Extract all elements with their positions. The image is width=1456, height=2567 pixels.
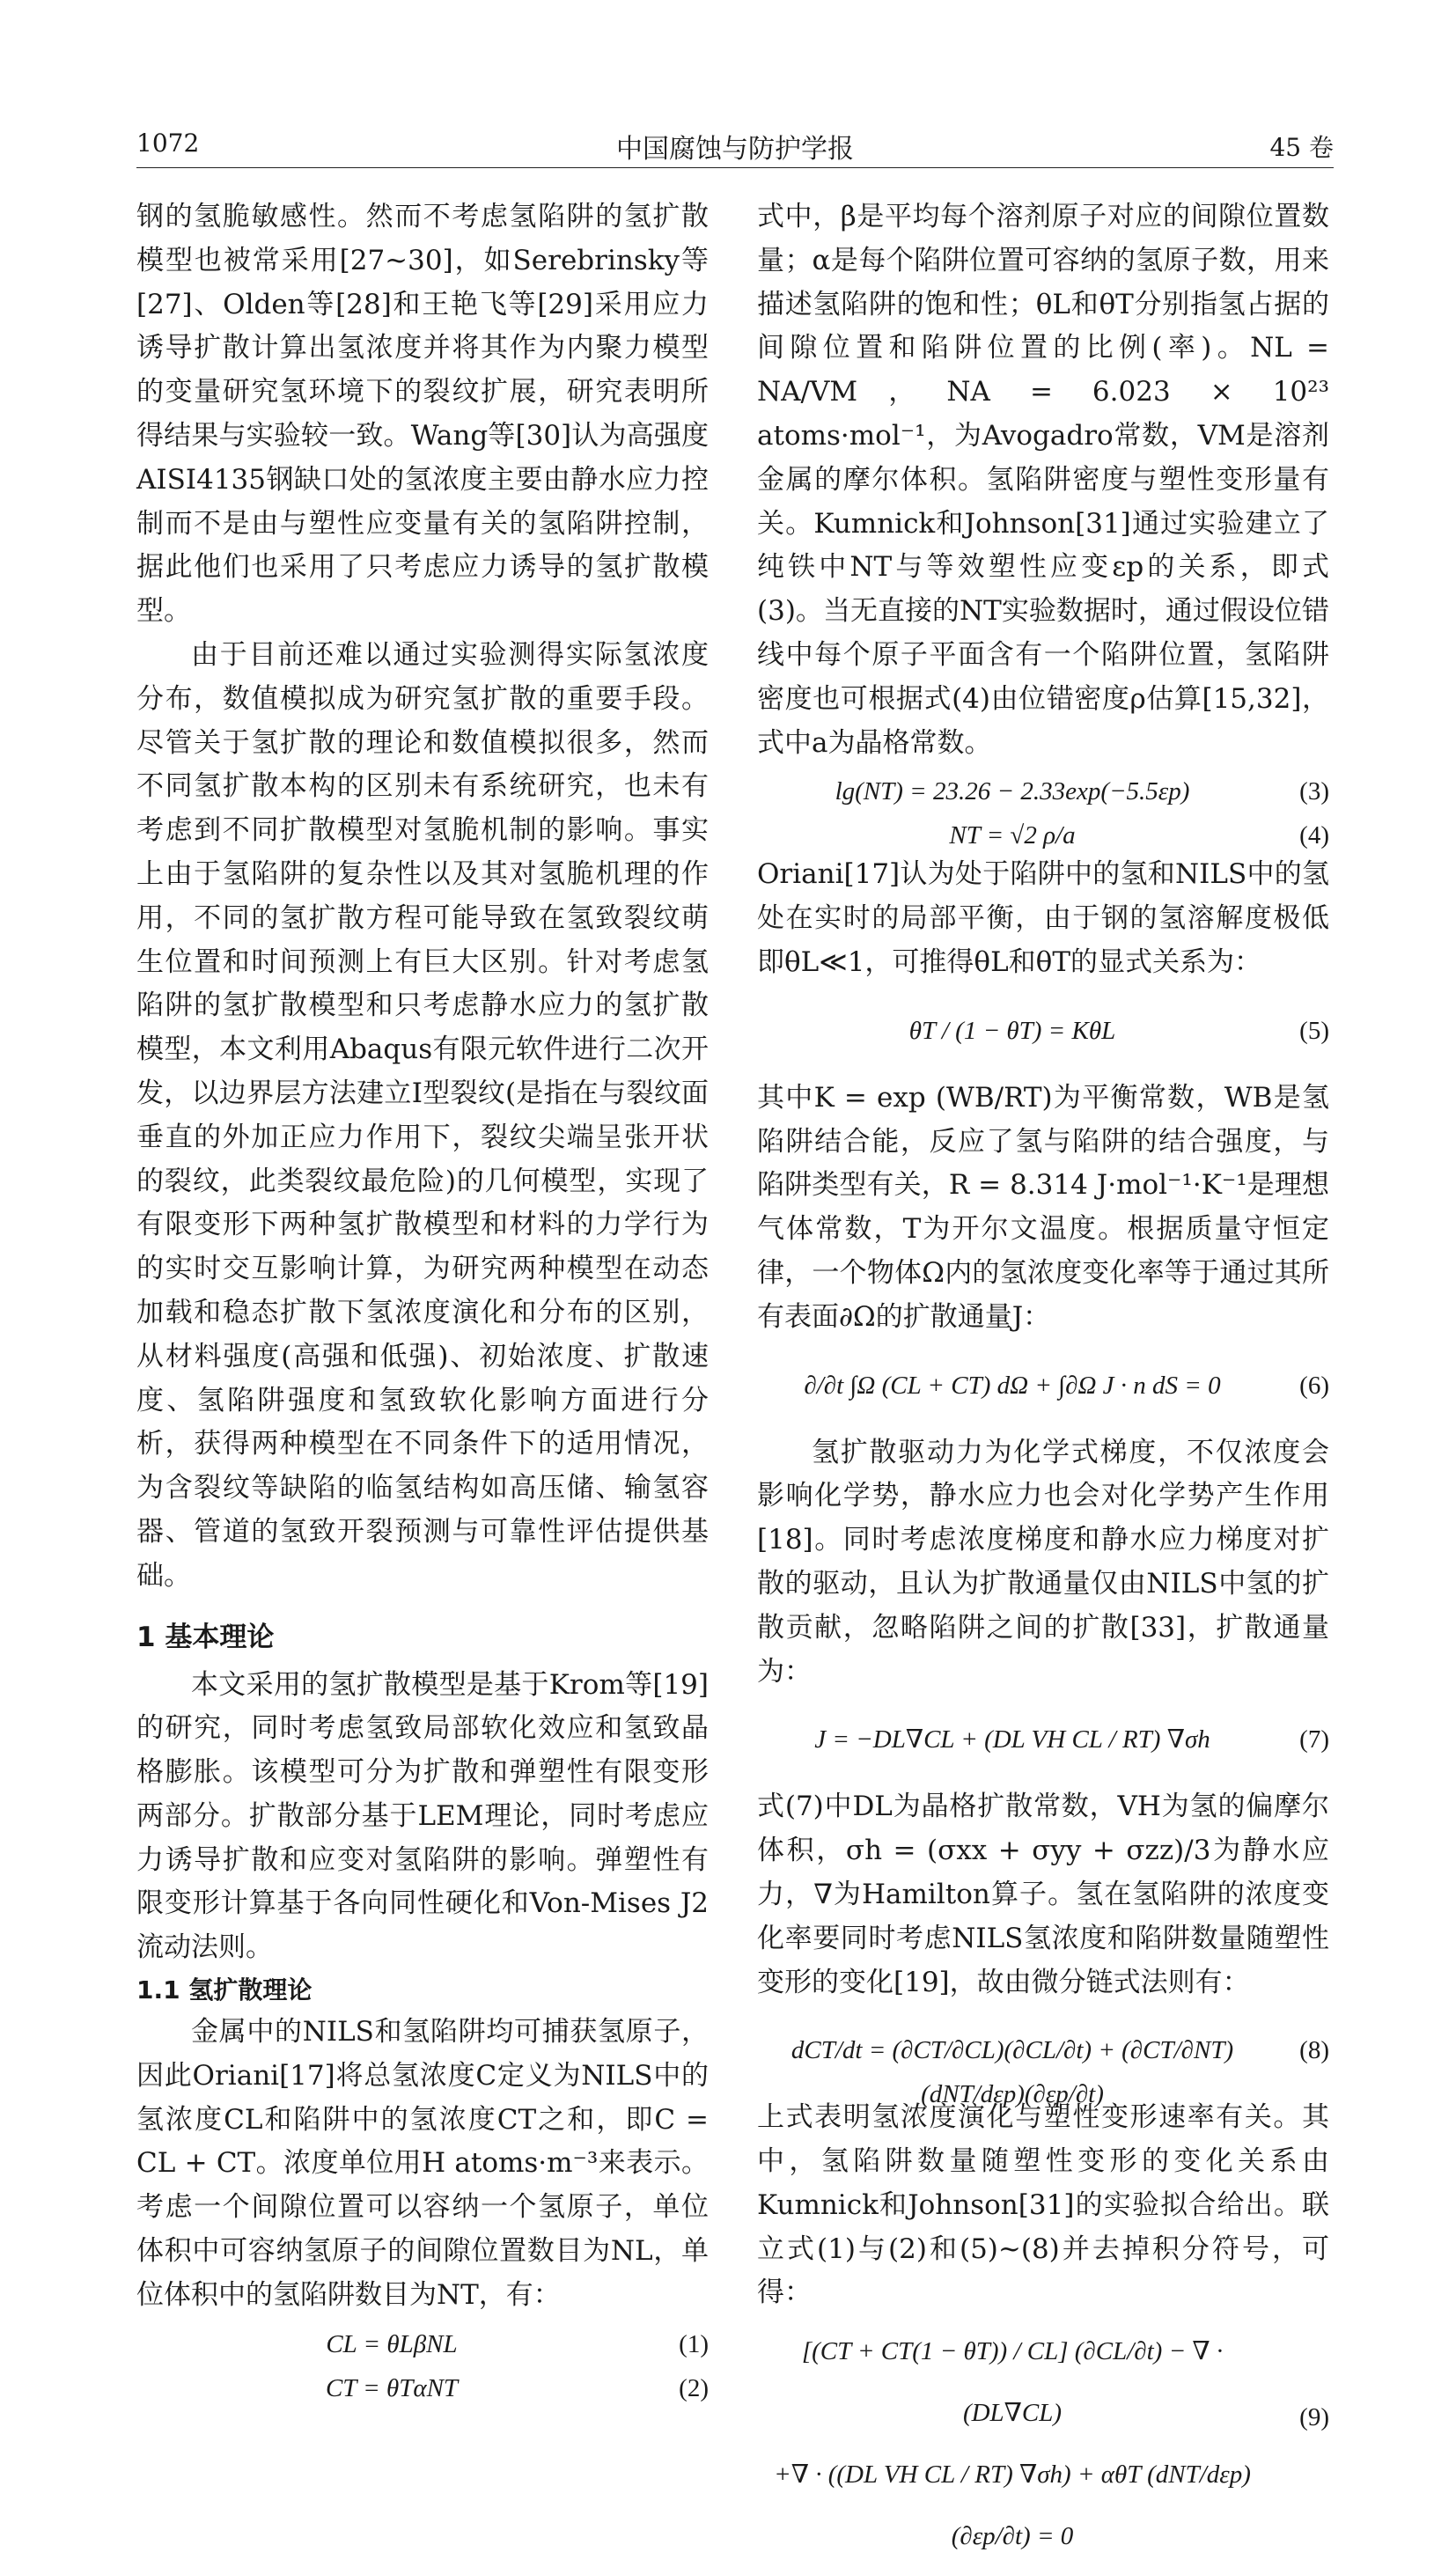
paragraph: 金属中的NILS和氢陷阱均可捕获氢原子，因此Oriani[17]将总氢浓度C定义为NILS中的氢浓度CL和陷阱中的氢浓度CT之和，即C = CL + CT。浓度单位用H atoms·m⁻³来表示。考虑一个间隙位置可以容纳一个氢原子，单位体积中可容纳氢原子的间隙位置数目为NL，单位体积中的氢陷阱数目为NT，有：: [136, 2016, 709, 2311]
equation-5: [757, 985, 1329, 1077]
subsection-heading: 1.1 氢扩散理论: [136, 1975, 313, 2005]
paragraph: 上式表明氢浓度演化与塑性变形速率有关。其中，氢陷阱数量随塑性变形的变化关系由Kumnick和Johnson[31]的实验拟合给出。联立式(1)与(2)和(5)~(8)并去掉积分符号，可得：: [757, 2101, 1329, 2309]
paragraph: 式(7)中DL为晶格扩散常数，VH为氢的偏摩尔体积，σh = (σxx + σyy + σzz)/3为静水应力，∇为Hamilton算子。氢在氢陷阱的浓度变化率要同时考虑NILS氢浓度和陷阱数量随塑性变形的变化[19]，故由微分链式法则有：: [757, 1791, 1329, 1998]
equation-line: +∇ · ((DL VH CL / RT) ∇σh) + αθT (dNT/dεp)(∂εp/∂t) = 0: [774, 2460, 1251, 2551]
equation-body: ∂/∂t ∫Ω (CL + CT) dΩ + ∫∂Ω J · n dS = 0: [804, 1371, 1221, 1400]
left-column: [136, 195, 709, 2406]
equation-6: [757, 1340, 1329, 1431]
equation-body: θT / (1 − θT) = KθL: [908, 1016, 1116, 1045]
equation-8: [757, 2004, 1329, 2109]
equation-body: CL = θLβNL: [326, 2329, 458, 2358]
equation-line: [(CT + CT(1 − θT)) / CL] (∂CL/∂t) − ∇ · (DL∇CL): [801, 2337, 1224, 2428]
equation-1: [136, 2318, 709, 2362]
page-number: 1072: [136, 129, 200, 158]
equation-4: [757, 809, 1329, 853]
equation-body: lg(NT) = 23.26 − 2.33exp(−5.5εp): [835, 777, 1190, 806]
paragraph: Oriani[17]认为处于陷阱中的氢和NILS中的氢处在实时的局部平衡，由于钢的氢溶解度极低即θL≪1，可推得θL和θT的显式关系为：: [757, 858, 1329, 978]
equation-number: (4): [1299, 821, 1329, 850]
paragraph: 钢的氢脆敏感性。然而不考虑氢陷阱的氢扩散模型也被常采用[27~30]，如Serebrinsky等[27]、Olden等[28]和王艳飞等[29]采用应力诱导扩散计算出氢浓度并将其作为内聚力模型的变量研究氢环境下的裂纹扩展，研究表明所得结果与实验较一致。Wang等[30]认为高强度AISI4135钢缺口处的氢浓度主要由静水应力控制而不是由与塑性应变量有关的氢陷阱控制，据此他们也采用了只考虑应力诱导的氢扩散模型。: [136, 201, 709, 628]
equation-7: [757, 1694, 1329, 1785]
equation-body: dCT/dt = (∂CT/∂CL)(∂CL/∂t) + (∂CT/∂NT)(dNT/dεp)(∂εp/∂t): [791, 2036, 1234, 2109]
equation-3: [757, 765, 1329, 809]
equation-number: (9): [1299, 2403, 1329, 2432]
equation-number: (8): [1299, 2036, 1329, 2065]
equation-9: [757, 2315, 1329, 2551]
right-column: [757, 195, 1329, 2551]
paragraph: 其中K = exp (WB/RT)为平衡常数，WB是氢陷阱结合能，反应了氢与陷阱的结合强度，与陷阱类型有关，R = 8.314 J·mol⁻¹·K⁻¹是理想气体常数，T为开尔文温度。根据质量守恒定律，一个物体Ω内的氢浓度变化率等于通过其所有表面∂Ω的扩散通量J：: [757, 1081, 1329, 1333]
volume-label: 45 卷: [1269, 133, 1334, 162]
page-header: [136, 123, 1334, 168]
equation-body: NT = √2 ρ/a: [949, 821, 1076, 850]
equation-body: J = −DL∇CL + (DL VH CL / RT) ∇σh: [814, 1725, 1210, 1754]
section-heading: 1 基本理论: [136, 1621, 275, 1653]
equation-number: (1): [679, 2329, 709, 2358]
paragraph: 本文采用的氢扩散模型是基于Krom等[19]的研究，同时考虑氢致局部软化效应和氢致晶格膨胀。该模型可分为扩散和弹塑性有限变形两部分。扩散部分基于LEM理论，同时考虑应力诱导扩散和应变对氢陷阱的影响。弹塑性有限变形计算基于各向同性硬化和Von-Mises J2流动法则。: [136, 1668, 709, 1964]
equation-number: (5): [1299, 1016, 1329, 1045]
paragraph: 由于目前还难以通过实验测得实际氢浓度分布，数值模拟成为研究氢扩散的重要手段。尽管关于氢扩散的理论和数值模拟很多，然而不同氢扩散本构的区别未有系统研究，也未有考虑到不同扩散模型对氢脆机制的影响。事实上由于氢陷阱的复杂性以及其对氢脆机理的作用，不同的氢扩散方程可能导致在氢致裂纹萌生位置和时间预测上有巨大区别。针对考虑氢陷阱的氢扩散模型和只考虑静水应力的氢扩散模型，本文利用Abaqus有限元软件进行二次开发，以边界层方法建立I型裂纹(是指在与裂纹面垂直的外加正应力作用下，裂纹尖端呈张开状的裂纹，此类裂纹最危险)的几何模型，实现了有限变形下两种氢扩散模型和材料的力学行为的实时交互影响计算，为研究两种模型在动态加载和稳态扩散下氢浓度演化和分布的区别，从材料强度(高强和低强)、初始浓度、扩散速度、氢陷阱强度和氢致软化影响方面进行分析，获得两种模型在不同条件下的适用情况，为含裂纹等缺陷的临氢结构如高压储、输氢容器、管道的氢致开裂预测与可靠性评估提供基础。: [136, 638, 709, 1592]
paragraph: 氢扩散驱动力为化学式梯度，不仅浓度会影响化学势，静水应力也会对化学势产生作用[18]。同时考虑浓度梯度和静水应力梯度对扩散的驱动，且认为扩散通量仅由NILS中氢的扩散贡献，忽略陷阱之间的扩散[33]，扩散通量为：: [757, 1436, 1329, 1688]
equation-number: (6): [1299, 1371, 1329, 1400]
equation-number: (7): [1299, 1725, 1329, 1754]
equation-number: (2): [679, 2373, 709, 2402]
paragraph: 式中，β是平均每个溶剂原子对应的间隙位置数量；α是每个陷阱位置可容纳的氢原子数，用来描述氢陷阱的饱和性；θL和θT分别指氢占据的间隙位置和陷阱位置的比例(率)。NL = NA/VM，NA = 6.023 × 10²³ atoms·mol⁻¹，为Avogadro常数，VM是溶剂金属的摩尔体积。氢陷阱密度与塑性变形量有关。Kumnick和Johnson[31]通过实验建立了纯铁中NT与等效塑性应变εp的关系，即式(3)。当无直接的NT实验数据时，通过假设位错线中每个原子平面含有一个陷阱位置，氢陷阱密度也可根据式(4)由位错密度ρ估算[15,32]，式中a为晶格常数。: [757, 201, 1329, 759]
equation-body: CT = θTαNT: [325, 2373, 459, 2402]
equation-number: (3): [1299, 777, 1329, 806]
equation-2: [136, 2362, 709, 2406]
equation-body: [757, 2321, 1268, 2567]
journal-title: 中国腐蚀与防护学报: [616, 134, 854, 165]
